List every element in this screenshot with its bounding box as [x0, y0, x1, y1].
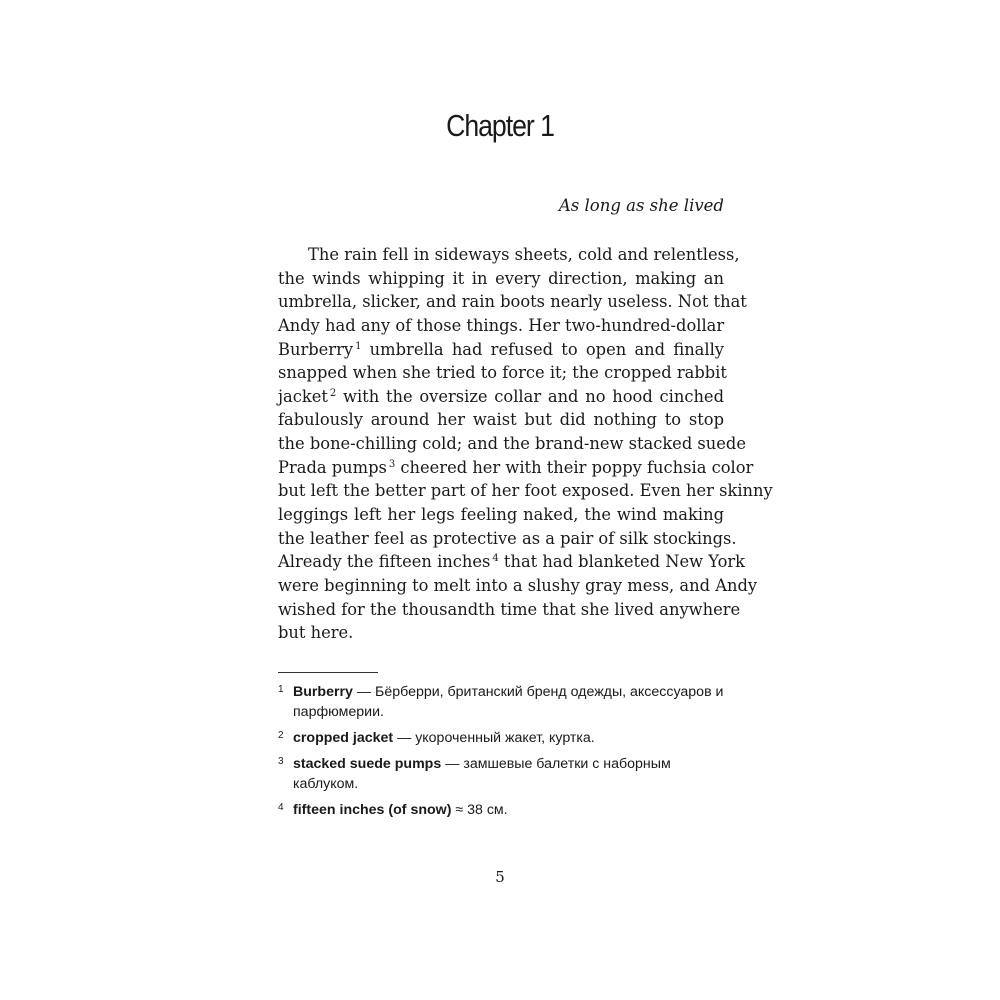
line-text: umbrella, slicker, and rain boots nearly useless. Not that: [278, 292, 747, 312]
paragraph-line: [278, 550, 746, 574]
footnote: [278, 800, 724, 820]
footnote-term: stacked suede pumps: [293, 756, 442, 772]
footnotes-section: [278, 682, 724, 826]
line-text: the bone-chilling cold; and the brand-new stacked suede: [278, 434, 746, 454]
line-text: fabulously around her waist but did nothing to stop: [278, 410, 724, 430]
line-text: Already the fifteen inches: [278, 552, 491, 572]
footnote-number: 4: [278, 802, 284, 813]
epigraph: As long as she lived: [558, 196, 724, 215]
paragraph-line: [278, 432, 746, 456]
line-text-continued: that had blanketed New York: [498, 552, 746, 572]
paragraph-line: [278, 290, 747, 314]
chapter-title: Chapter 1: [446, 108, 554, 143]
paragraph-line: [278, 574, 758, 598]
line-text: Andy had any of those things. Her two-hundred-dollar: [278, 315, 725, 335]
paragraph-line: [278, 267, 724, 291]
footnote-term: fifteen inches (of snow): [293, 802, 452, 818]
paragraph-line: [278, 361, 727, 385]
line-text: Prada pumps: [278, 457, 387, 477]
line-text-continued: with the oversize collar and no hood cinched: [336, 386, 724, 406]
footnote-definition: — Бёрберри, британский бренд одежды, аксессуаров и парфюмерии.: [293, 684, 724, 720]
paragraph-line: [278, 503, 724, 527]
footnote: [278, 754, 724, 794]
body-paragraph: [278, 243, 773, 645]
paragraph-line: [278, 385, 724, 409]
paragraph-line: [278, 479, 773, 503]
paragraph-line: [278, 243, 740, 267]
line-text: snapped when she tried to force it; the cropped rabbit: [278, 363, 727, 383]
footnote-reference[interactable]: 3: [388, 458, 396, 470]
line-text: the leather feel as protective as a pair of silk stockings.: [278, 528, 737, 548]
footnote-reference[interactable]: 4: [492, 553, 499, 565]
paragraph-line: [278, 338, 724, 362]
line-text: were beginning to melt into a slushy gray mess, and Andy: [278, 575, 758, 595]
line-text: but here.: [278, 623, 354, 643]
paragraph-line: [278, 408, 724, 432]
paragraph-line: [278, 621, 724, 645]
footnote-definition: ≈ 38 см.: [451, 802, 508, 818]
line-text: leggings left her legs feeling naked, the wind making: [278, 505, 724, 525]
paragraph-line: [278, 527, 737, 551]
footnote-number: 2: [278, 730, 284, 741]
footnote-reference[interactable]: 1: [355, 340, 362, 352]
page-number: 5: [495, 868, 505, 886]
footnote-number: 1: [278, 684, 284, 695]
line-text: jacket: [278, 386, 328, 406]
paragraph-line: [278, 314, 724, 338]
footnote-definition: — замшевые балетки с наборным каблуком.: [293, 756, 671, 792]
line-text: The rain fell in sideways sheets, cold and relentless,: [308, 245, 740, 264]
paragraph-line: [278, 598, 741, 622]
footnote: [278, 682, 724, 722]
line-text-continued: umbrella had refused to open and finally: [361, 339, 724, 359]
footnote-term: Burberry: [293, 684, 353, 700]
footnote-number: 3: [278, 756, 284, 767]
footnote-definition: — укороченный жакет, куртка.: [393, 730, 595, 746]
line-text: Burberry: [278, 339, 354, 359]
line-text: wished for the thousandth time that she lived anywhere: [278, 599, 741, 619]
footnote-term: cropped jacket: [293, 730, 394, 746]
footnote-reference[interactable]: 2: [329, 387, 337, 399]
line-text-continued: cheered her with their poppy fuchsia color: [395, 457, 754, 477]
footnote: [278, 728, 724, 748]
paragraph-line: [278, 456, 754, 480]
line-text: the winds whipping it in every direction, making an: [278, 268, 724, 288]
line-text: but left the better part of her foot exposed. Even her skinny: [278, 481, 773, 501]
footnote-divider: [278, 672, 378, 673]
